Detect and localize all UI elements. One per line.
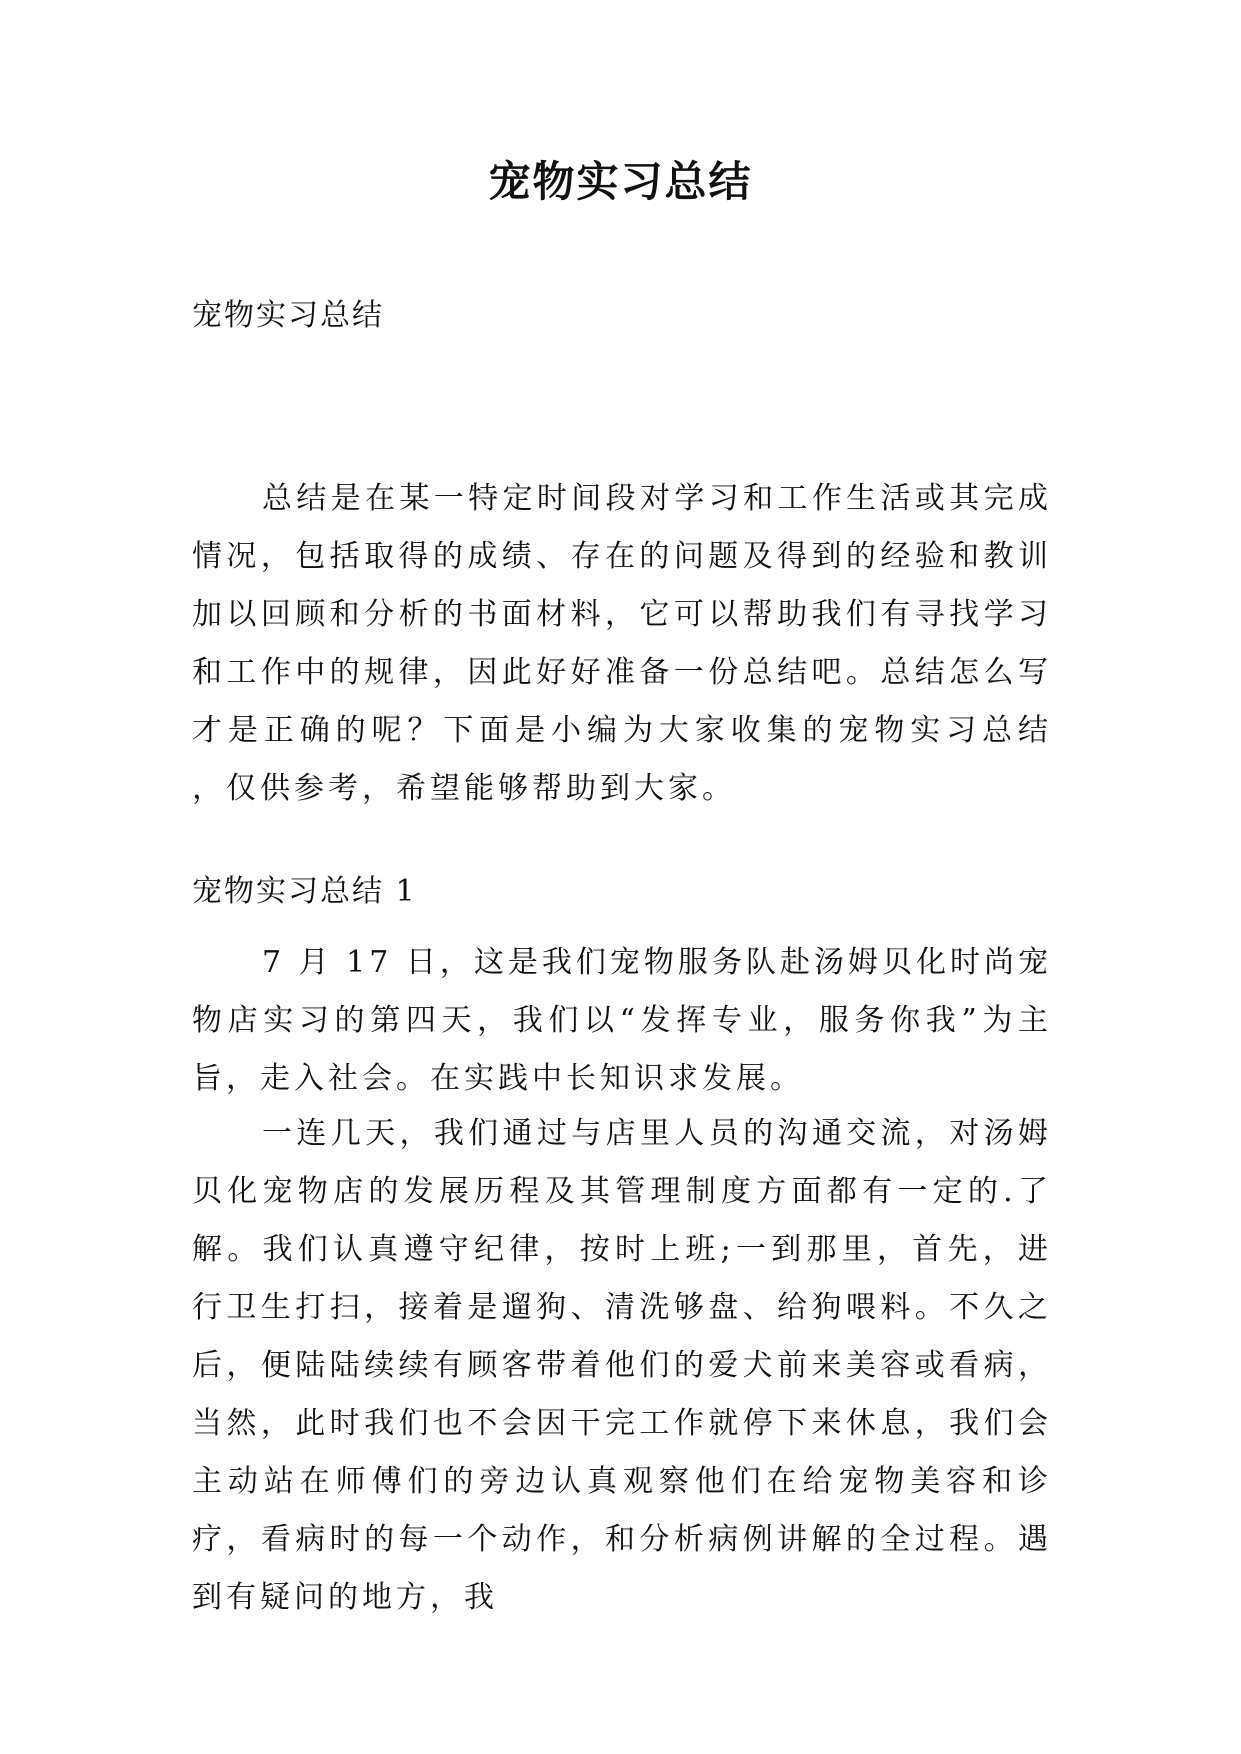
body-paragraph: 7 月 17 日，这是我们宠物服务队赴汤姆贝化时尚宠物店实习的第四天，我们以“发挥专业，服务你我”为主旨，走入社会。在实践中长知识求发展。	[192, 945, 1052, 1096]
document-title: 宠物实习总结	[488, 157, 753, 206]
section-heading: 宠物实习总结 1	[192, 874, 417, 909]
intro-paragraph: 总结是在某一特定时间段对学习和工作生活或其完成情况，包括取得的成绩、存在的问题及得到的经验和教训加以回顾和分析的书面材料，它可以帮助我们有寻找学习和工作中的规律，因此好好准备一份总结吧。总结怎么写才是正确的呢？下面是小编为大家收集的宠物实习总结 ，仅供参考，希望能够帮助到大家。	[192, 481, 1052, 806]
document-subtitle: 宠物实习总结	[192, 298, 384, 333]
body-paragraph: 一连几天，我们通过与店里人员的沟通交流，对汤姆贝化宠物店的发展历程及其管理制度方面都有一定的.了解。我们认真遵守纪律，按时上班;一到那里，首先，进行卫生打扫，接着是遛狗、清洗够盘、给狗喂料。不久之后，便陆陆续续有顾客带着他们的爱犬前来美容或看病，当然，此时我们也不会因干完工作就停下来休息，我们会主动站在师傅们的旁边认真观察他们在给宠物美容和诊疗，看病时的每一个动作，和分析病例讲解的全过程。遇到有疑问的地方，我	[192, 1116, 1052, 1615]
